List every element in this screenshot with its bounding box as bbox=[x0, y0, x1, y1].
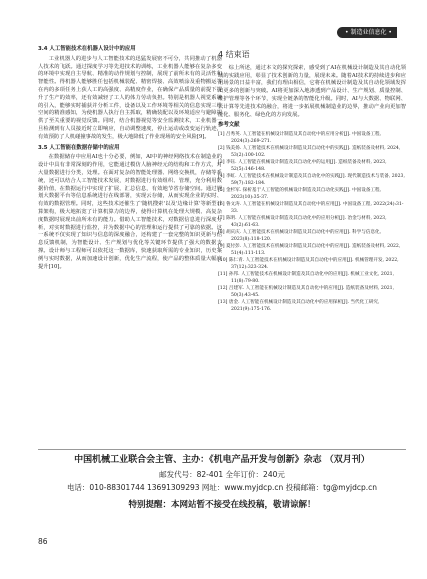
reference-item: [10] 陈仁青. 人工智能技术在机械设计制造及其自动化中的应用[J]. 机械管理开发, 2022, 37(12):323-324. bbox=[218, 258, 399, 270]
paragraph: 综上所述，通过本文的探究探索，感受到了AI在机械设计制造及其自动化领域的实践应用，彰显了技术创新的力量，展现未来。随着AI技术的持续进步和应用场景的日益丰富，我们有理由相信，它将在机械设计制造及其自动化领域发挥出更多的创新与突破。AI将更加深入地渗透到产品设计、生产规划、质量控制、维护管理等各个环节，实现全链条的智能化升级。同时，AI与大数据、物联网、云计算等先进技术的融合，将进一步拓展机械制造业的边界，推动产业向更加智能化、服务化、绿色化的方向发展。 bbox=[218, 64, 406, 118]
footer-divider bbox=[38, 449, 406, 450]
footer-contact: 电话：010-88301744 13691309293 网址：www.myjdcp.cn 投稿邮箱：tg@myjdcp.cn bbox=[66, 483, 378, 492]
reference-item: [7] 陈明. 人工智能在机械设计制造及其自动化中的应用分析[J]. 冶金与材料, 2023, 43(2):61-63. bbox=[218, 216, 387, 228]
reference-item: [5] 金杉军. 探析基于人工智能的机械设计制造及其自动化实践[J]. 中国设备工程, 2023(10):35-37. bbox=[218, 188, 382, 200]
footer-notice: 特别提醒：本网站暂不接受在线投稿，敬请谅解！ bbox=[128, 500, 316, 510]
section-tag: • 制造业信息化 • bbox=[337, 27, 397, 38]
reference-item: [6] 鲁文涛. 人工智能在机械设计制造及其自动化中的应用[J]. 中国设备工程, 2022(24):31-33. bbox=[218, 202, 404, 214]
conclusion-heading: 4 结束语 bbox=[218, 50, 250, 59]
reference-item: [9] 夏付彭. 人工智能技术在机械设计制造及其自动化中的应用[J]. 造纸装备及材料, 2022, 51(4):111-113. bbox=[218, 244, 401, 256]
reference-item: [8] 胡庆庆. 人工智能技术在机械设计制造及其自动化中的应用[J]. 科学与信息化, 2023(8):118-120. bbox=[218, 230, 382, 242]
section-heading-3-4: 3.4 人工智能技术在机器人设计中的应用 bbox=[38, 46, 136, 52]
reference-item: [11] 孙邦. 人工智能技术在机械设计制造及其自动化中的应用[J]. 机械工业文化, 2021, 11(8):79-80. bbox=[218, 272, 395, 284]
reference-item: [4] 李虹. 人工智能技术在机械设计制造及其自动化中的实践[J]. 现代制造技术与装备, 2023, 59(7):182-184. bbox=[218, 174, 405, 186]
reference-item: [13] 唐金. 人工智能在机械设计制造及其自动化中的应用探析[J]. 当代化工研究, 2021(9):175-176. bbox=[218, 299, 380, 312]
paragraph: 工业机器人的进步与人工智能技术的迅猛发展密不可分，共同推动了机器人技术的飞跃。通过探度学习等先进技术的训练，工业机器人能够在复杂多变的环境中实现自主导航、精准的动作规划与控制，展现了前所未有的灵活性和智能性。得机器人能够胜任包括机械装配、精密焊接、高效喷涂及重物搬运等在内的多项任务上获人工的高强度、高精度作业，在确保产品质量的前提下提升了生产的效率，还有效减轻了工人的体力劳动负担。特别是机器人视觉系统的引入，能够实时捕获并分析工件，设备以及工作环境等相关的信息实现三维空间的精准感知，为使机器人执行自主抓取，精确装配以及环境适应与避障提供了至关重要的视觉反馈。同时，结合机器视觉等安全监测技术，工业机器一旦检测到有人员接近时立即响应，自动调整速度，停止运动或改变运行轨迹，有效预防了人机碰撞事故的发生，极大地降低了作业现场的安全风险[9]。 bbox=[38, 55, 222, 140]
journal-footer bbox=[38, 452, 406, 514]
left-column bbox=[38, 46, 222, 271]
references-heading: 参考文献 bbox=[218, 122, 240, 129]
reference-item: [2] 钱美扬. 人工智能技术在机械设计制造及其自动化中的实践[J]. 造纸装备及材料, 2024, 53(2):100-102. bbox=[218, 146, 401, 158]
reference-item: [3] 李钰. 人工智能在机械设计制造及其自动化中的运用[J]. 造纸装备及材料, 2023, 52(5):146-148. bbox=[218, 160, 387, 172]
footer-publisher: 中国机械工业联合会主管、主办：《机电产品开发与创新》杂志 （双月刊） bbox=[74, 455, 370, 465]
paragraph: 在数据储存中应用AI也十分必要，例如，AI中的神经网络技术在制造业的设计中具有非常深刻的作用，它能通过模仿人脑神经元的结构和工作方式，对大量数据进行分类，处理。在面对复杂的智能处理器、网络交换机，存储等系统，还可以结合人工智能技术发展，对数据进行有效组织、管理，充分利用数据价值，在数据运行中实现了扩展、汇总信息，有效地节省存储空间。通过规划大数据平台等信息系统进行在线部署，实现云存储，从而实现企业的实时、有效的数据管理。同时，这些技术还催生了'随机搜索'以及'边缘计算'等新型计算架构，极大地拓宽了计算机算力的边界，使得计算机在处理大规模、高复杂度数据时展现出前所未有的能力。借助人工智能技术，对数据信息进行深度分析，对实时数据进行监控，并为数据中心的管理和运行提供了可靠的依据。这一系统不仅实现了知识与信息的深度融合，还构建了一套完整的知识更新与信息反馈机制，为智能设计、生产规划与优化等关键环节提供了强大的数据支撑。设计师与工程师可以依托这一数据库，快速获取所需的专业知识，历史案例与实时数据，从而加速设计创新，优化生产流程，使产品的整体质量大幅度提升[10]。 bbox=[38, 154, 222, 270]
page-number: 86 bbox=[38, 537, 48, 546]
right-column bbox=[218, 46, 406, 314]
reference-item: [1] 吕秀英. 人工智能在机械设计制造及其自动化中的应用分析[J]. 中国设备工程, 2024(3):269-271. bbox=[218, 132, 382, 144]
section-heading-3-5: 3.5 人工智能在数据存储中的应用 bbox=[38, 144, 120, 151]
reference-item: [12] 吕建军. 人工智能在机械设计制造及其自动化中的应用[J]. 造纸装备及材料, 2021, 50(3):43-45. bbox=[218, 286, 395, 298]
footer-subscription: 邮发代号：82-401 全年订价：240元 bbox=[159, 470, 285, 479]
